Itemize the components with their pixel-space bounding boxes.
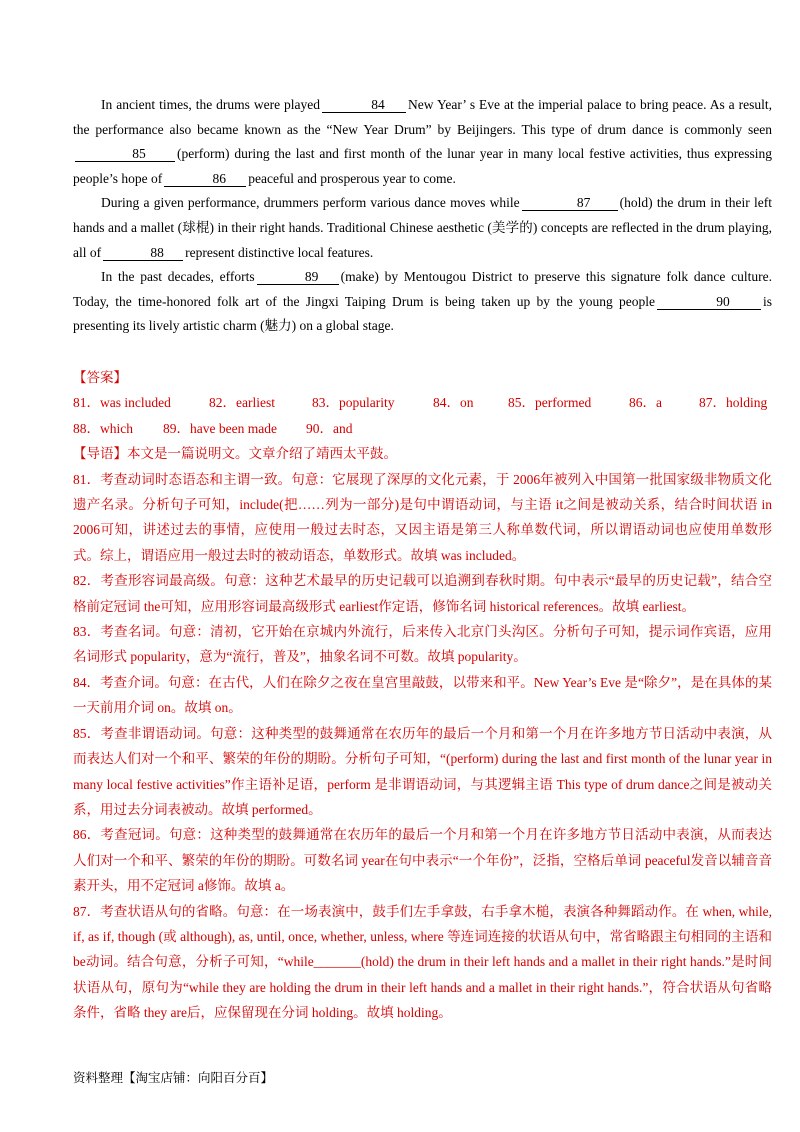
answer-83: 83．popularity bbox=[312, 395, 395, 411]
passage-text: (perform) during the last and first month of the lunar year in many local festive activities, thus expressing people’s hope of bbox=[73, 146, 772, 186]
answer-86: 86．a bbox=[629, 395, 662, 411]
answer-section bbox=[73, 365, 772, 1026]
answer-84: 84．on bbox=[433, 395, 474, 411]
blank-84: 84 bbox=[322, 97, 406, 113]
explanation-84: 84．考查介词。句意：在古代，人们在除夕之夜在皇宫里敲鼓，以带来和平。New Year’s Eve 是“除夕”，是在具体的某一天前用介词 on。故填 on。 bbox=[73, 674, 772, 716]
answer-90: 90．and bbox=[306, 420, 353, 436]
passage-text: represent distinctive local features. bbox=[185, 244, 374, 260]
passage-paragraph-3 bbox=[73, 265, 772, 339]
blank-89: 89 bbox=[257, 269, 339, 285]
explanation-82: 82．考查形容词最高级。句意：这种艺术最早的历史记载可以追溯到春秋时期。句中表示“最早的历史记载”，结合空格前定冠词 the可知，应用形容词最高级形式 earliest作定语，修饰名词 historical references。故填 earliest。 bbox=[73, 573, 772, 614]
passage-text: In ancient times, the drums were played bbox=[101, 97, 321, 112]
blank-87: 87 bbox=[522, 195, 618, 211]
passage-text: (make) by Mentougou District to preserve this signature folk dance culture. Today, the time-honored folk art of the Jingxi Taiping Drum is being taken up by the young people bbox=[73, 269, 772, 309]
cloze-passage bbox=[73, 93, 772, 339]
blank-88: 88 bbox=[103, 245, 183, 261]
answer-row-2 bbox=[73, 416, 772, 441]
passage-paragraph-1 bbox=[73, 93, 772, 191]
guide-text: 【导语】本文是一篇说明文。文章介绍了靖西太平鼓。 bbox=[73, 446, 397, 462]
footer-source: 资料整理【淘宝店铺：向阳百分百】 bbox=[73, 1070, 274, 1085]
explanation-85: 85．考查非谓语动词。句意：这种类型的鼓舞通常在农历年的最后一个月和第一个月在许多地方节日活动中表演，从而表达人们对一个和平、繁荣的年份的期盼。分析句子可知，“(perform) during the last and first month of the lunar year in many local festive activities”作主语补足语，perform 是非谓语动词，与其逻辑主语 This type of drum dance之间是被动关系，用过去分词表被动。故填 performed。 bbox=[73, 725, 772, 817]
explanation-87: 87．考查状语从句的省略。句意：在一场表演中，鼓手们左手拿鼓，右手拿木槌，表演各种舞蹈动作。在 when, while, if, as if, though (或 although), as, until, once, whether, unless, where 等连词连接的状语从句中，常省略跟主句相同的主语和 be动词。结合句意，分析子可知，“while_______(hold) the drum in their left hands and a mallet in their right hands.”是时间状语从句，原句为“while they are holding the drum in their left hands and a mallet in their right hands.”，符合状语从句省略条件，省略 they are后，应保留现在分词 holding。故填 holding。 bbox=[73, 903, 772, 1021]
answer-81: 81．was included bbox=[73, 395, 171, 411]
answer-88: 88．which bbox=[73, 420, 133, 436]
passage-text: is presenting its lively artistic charm (魅力) on a global stage. bbox=[73, 293, 772, 334]
passage-paragraph-2 bbox=[73, 191, 772, 265]
passage-text: During a given performance, drummers perform various dance moves while bbox=[101, 195, 520, 211]
passage-text: New Year’ s Eve at the imperial palace to bring peace. As a result, the performance also became known as the “New Year Drum” by Beijingers. This type of drum dance is commonly seen bbox=[73, 97, 772, 137]
blank-90: 90 bbox=[657, 294, 761, 310]
answer-heading: 【答案】 bbox=[73, 370, 127, 385]
passage-text: (hold) the drum in their left hands and a mallet (球棍) in their right hands. Traditional Chinese aesthetic (美学的) concepts are reflected in the drum playing, all of bbox=[73, 195, 772, 260]
answer-85: 85．performed bbox=[508, 395, 592, 411]
passage-text: peaceful and prosperous year to come. bbox=[248, 170, 456, 186]
passage-text: In the past decades, efforts bbox=[101, 269, 255, 285]
answer-82: 82．earliest bbox=[209, 395, 275, 411]
explanation-83: 83．考查名词。句意：清初，它开始在京城内外流行，后来传入北京门头沟区。分析句子可知，提示词作宾语，应用名词形式 popularity，意为“流行，普及”，抽象名词不可数。故填 popularity。 bbox=[73, 624, 772, 665]
answer-87: 87．holding bbox=[699, 395, 768, 411]
answer-89: 89．have been made bbox=[163, 420, 277, 436]
blank-86: 86 bbox=[164, 171, 246, 187]
explanation-81: 81．考查动词时态语态和主谓一致。句意：它展现了深厚的文化元素，于 2006年被列入中国第一批国家级非物质文化遗产名录。分析句子可知，include(把……列为一部分)是句中谓语动词，与主语 it之间是被动关系，结合时间状语 in 2006可知，讲述过去的事情，应使用一般过去时态，又因主语是第三人称单数代词，所以谓语动词也应使用单数形式。综上，谓语应用一般过去时的被动语态，单数形式。故填 was included。 bbox=[73, 471, 772, 563]
answer-row-1 bbox=[73, 390, 772, 415]
blank-85: 85 bbox=[75, 146, 175, 162]
explanation-86: 86．考查冠词。句意：这种类型的鼓舞通常在农历年的最后一个月和第一个月在许多地方节日活动中表演，从而表达人们对一个和平、繁荣的年份的期盼。可数名词 year在句中表示“一个年份”，泛指，空格后单词 peaceful发音以辅音音素开头，用不定冠词 a修饰。故填 a。 bbox=[73, 827, 772, 894]
